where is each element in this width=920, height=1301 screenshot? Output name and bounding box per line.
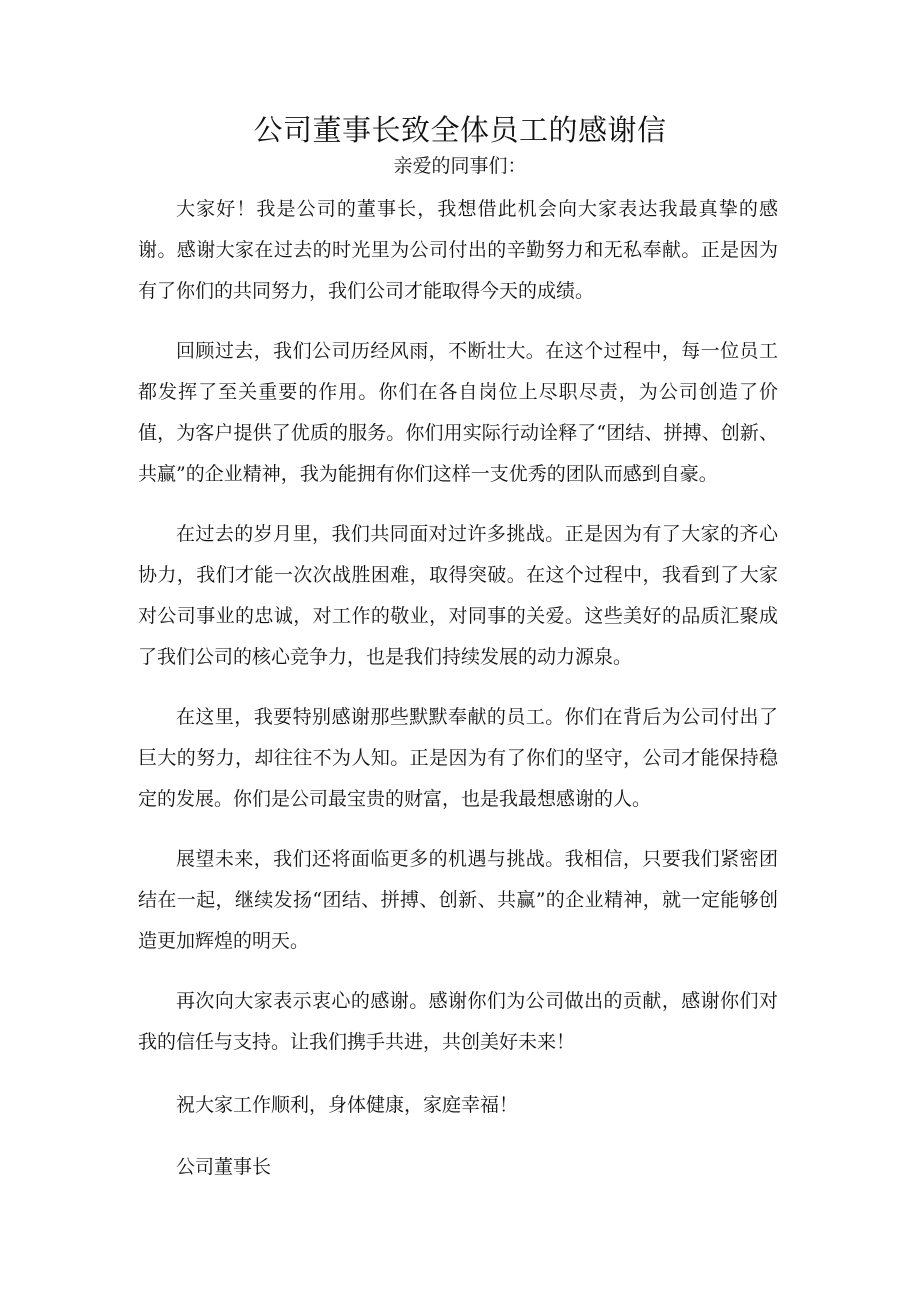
signature: 公司董事长: [176, 1156, 272, 1178]
paragraph-review: 回顾过去，我们公司历经风雨，不断壮大。在这个过程中，每一位员工都发挥了至关重要的作用。你们在各自岗位上尽职尽责，为公司创造了价值，为客户提供了优质的服务。你们用实际行动诠释了“团结、拼搏、创新、共赢”的企业精神，我为能拥有你们这样一支优秀的团队而感到自豪。: [138, 340, 778, 485]
paragraph-thanks-unsung: 在这里，我要特别感谢那些默默奉献的员工。你们在背后为公司付出了巨大的努力，却往往不为人知。正是因为有了你们的坚守，公司才能保持稳定的发展。你们是公司最宝贵的财富，也是我最想感谢的人。: [138, 706, 778, 810]
paragraph-closing-thanks: 再次向大家表示衷心的感谢。感谢你们为公司做出的贡献，感谢你们对我的信任与支持。让我们携手共进，共创美好未来！: [138, 990, 778, 1053]
paragraph-challenges: 在过去的岁月里，我们共同面对过许多挑战。正是因为有了大家的齐心协力，我们才能一次次战胜困难，取得突破。在这个过程中，我看到了大家对公司事业的忠诚，对工作的敬业，对同事的关爱。这些美好的品质汇聚成了我们公司的核心竞争力，也是我们持续发展的动力源泉。: [138, 523, 778, 668]
closing-wishes: 祝大家工作顺利，身体健康，家庭幸福！: [176, 1094, 519, 1116]
letter-body: [138, 189, 778, 1209]
paragraph-future: 展望未来，我们还将面临更多的机遇与挑战。我相信，只要我们紧密团结在一起，继续发扬“团结、拼搏、创新、共赢”的企业精神，就一定能够创造更加辉煌的明天。: [138, 848, 778, 952]
letter-salutation: 亲爱的同事们：: [393, 155, 527, 177]
paragraph-greeting: 大家好！我是公司的董事长，我想借此机会向大家表达我最真挚的感谢。感谢大家在过去的时光里为公司付出的辛勤努力和无私奉献。正是因为有了你们的共同努力，我们公司才能取得今天的成绩。: [138, 198, 778, 302]
letter-title: 公司董事长致全体员工的感谢信: [253, 113, 667, 147]
